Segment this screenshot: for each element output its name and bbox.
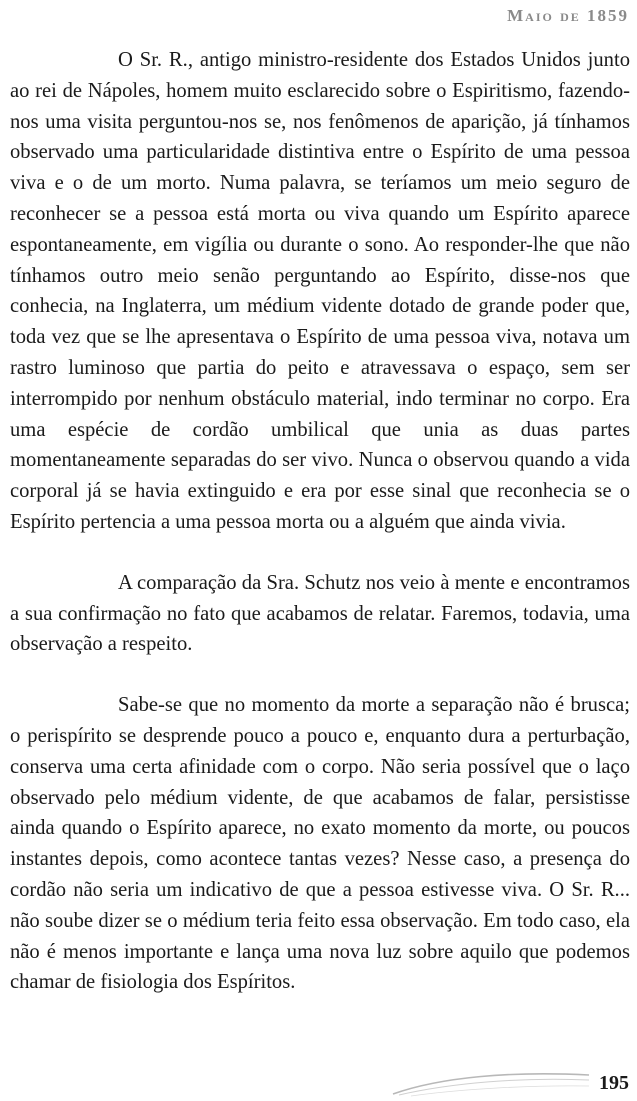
paragraph-3: Sabe-se que no momento da morte a separação não é brusca; o perispírito se desprende pouco a pouco e, enquanto dura a perturbação, conserva uma certa afinidade com o corpo. Não seria possível que o laço observado pelo médium vidente, de que acabamos de falar, persistisse ainda quando o Espírito aparece, no exato momento da morte, ou poucos instantes depois, como acontece tantas vezes? Nesse caso, a presença do cordão não seria um indicativo de que a pessoa estivesse viva. O Sr. R... não soube dizer se o médium teria feito essa observação. Em todo caso, ela não é menos importante e lança uma nova luz sobre aquilo que podemos chamar de fisiologia dos Espíritos. <box>10 694 630 994</box>
page-number: 195 <box>599 1072 629 1094</box>
running-header: Maio de 1859 <box>507 6 629 25</box>
page-footer <box>391 1067 631 1097</box>
paragraph-2: A comparação da Sra. Schutz nos veio à mente e encontramos a sua confirmação no fato que acabamos de relatar. Faremos, todavia, uma observação a respeito. <box>10 571 630 656</box>
swoosh-ornament-icon <box>391 1067 591 1097</box>
page-body <box>10 45 630 998</box>
paragraph-1: O Sr. R., antigo ministro-residente dos Estados Unidos junto ao rei de Nápoles, homem muito esclarecido sobre o Espiritismo, fazendo-nos uma visita perguntou-nos se, nos fenômenos de aparição, já tínhamos observado uma particularidade distintiva entre o Espírito de uma pessoa viva e o de um morto. Numa palavra, se teríamos um meio seguro de reconhecer se a pessoa está morta ou viva quando um Espírito aparece espontaneamente, em vigília ou durante o sono. Ao responder-lhe que não tínhamos outro meio senão perguntando ao Espírito, disse-nos que conhecia, na Inglaterra, um médium vidente dotado de grande poder que, toda vez que se lhe apresentava o Espírito de uma pessoa viva, notava um rastro luminoso que partia do peito e atravessava o espaço, sem ser interrompido por nenhum obstáculo material, indo terminar no corpo. Era uma espécie de cordão umbilical que unia as duas partes momentaneamente separadas do ser vivo. Nunca o observou quando a vida corporal já se havia extinguido e era por esse sinal que reconhecia se o Espírito pertencia a uma pessoa morta ou a alguém que ainda vivia. <box>10 49 630 533</box>
